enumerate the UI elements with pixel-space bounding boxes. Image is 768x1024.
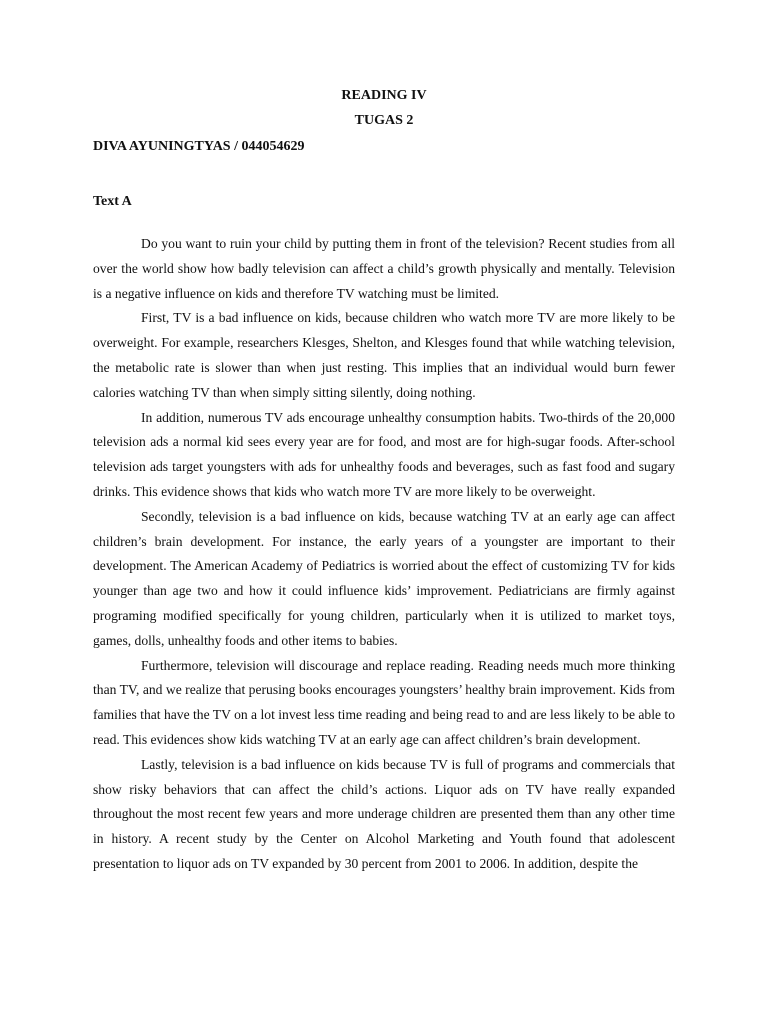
author-line: DIVA AYUNINGTYAS / 044054629 (93, 139, 305, 154)
document-subtitle: TUGAS 2 (354, 113, 414, 128)
paragraph-2: First, TV is a bad influence on kids, because children who watch more TV are more likely to be overweight. For example, researchers Klesges, Shelton, and Klesges found that while watching television, the metabolic rate is slower than when just resting. This implies that an individual would burn fewer calories watching TV than when simply sitting silently, doing nothing. (93, 310, 675, 400)
paragraph-3: In addition, numerous TV ads encourage unhealthy consumption habits. Two-thirds of the 20,000 television ads a normal kid sees every year are for food, and most are for high-sugar foods. After-school television ads target youngsters with ads for unhealthy foods and beverages, such as fast food and sugary drinks. This evidence shows that kids who watch more TV are more likely to be overweight. (93, 409, 675, 499)
body-text (93, 232, 675, 877)
paragraph-1: Do you want to ruin your child by putting them in front of the television? Recent studies from all over the world show how badly television can affect a child’s growth physically and mentally. Television is a negative influence on kids and therefore TV watching must be limited. (93, 236, 675, 301)
section-heading: Text A (93, 194, 132, 209)
document-title: READING IV (341, 88, 427, 103)
paragraph-4: Secondly, television is a bad influence on kids, because watching TV at an early age can affect children’s brain development. For instance, the early years of a youngster are important to their development. The American Academy of Pediatrics is worried about the effect of customizing TV for kids younger than age two and how it could influence kids’ improvement. Pediatricians are firmly against programing modified specifically for young children, particularly when it is utilized to market toys, games, dolls, unhealthy foods and other items to babies. (93, 508, 675, 648)
paragraph-6: Lastly, television is a bad influence on kids because TV is full of programs and commercials that show risky behaviors that can affect the child’s actions. Liquor ads on TV have really expanded throughout the most recent few years and more underage children are presented them than any other time in history. A recent study by the Center on Alcohol Marketing and Youth found that adolescent presentation to liquor ads on TV expanded by 30 percent from 2001 to 2006. In addition, despite the (93, 756, 675, 871)
paragraph-5: Furthermore, television will discourage and replace reading. Reading needs much more thinking than TV, and we realize that perusing books encourages youngsters’ healthy brain improvement. Kids from families that have the TV on a lot invest less time reading and being read to and are less likely to be able to read. This evidences show kids watching TV at an early age can affect children’s brain development. (93, 657, 675, 747)
